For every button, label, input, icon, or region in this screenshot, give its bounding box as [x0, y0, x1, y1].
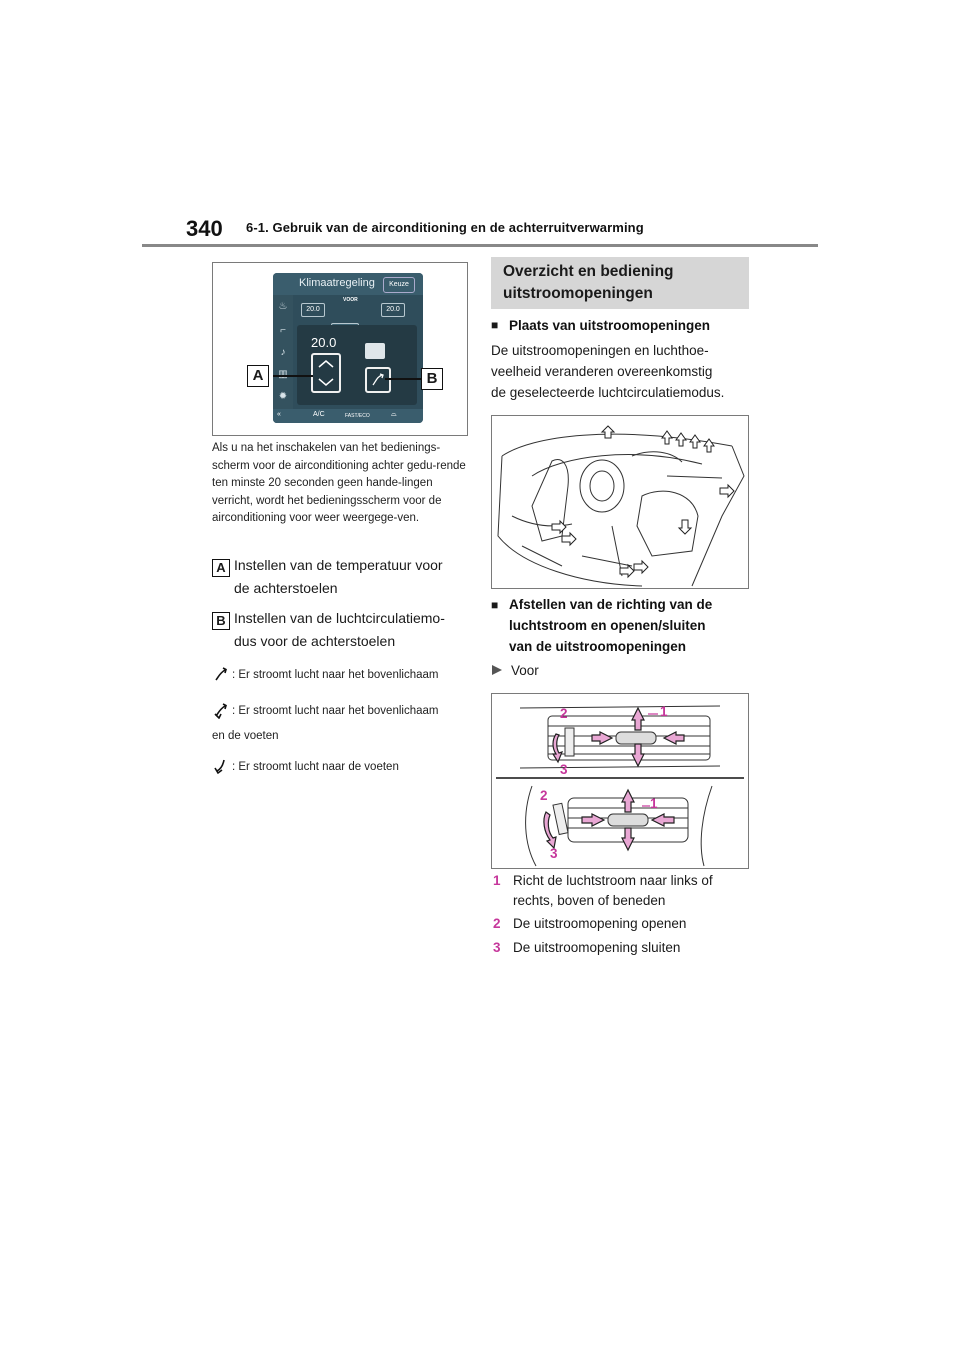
airflow-upper-body-feet-icon: [213, 701, 231, 719]
heading-line1: Overzicht en bediening: [503, 263, 674, 280]
body-line1: De uitstroomopeningen en luchthoe-: [491, 343, 709, 358]
mode-upper-body-feet-continuation: en de voeten: [212, 730, 279, 742]
airflow-feet-icon: [213, 757, 231, 775]
air-vent-icon: [492, 694, 748, 868]
callout-b: B: [421, 368, 443, 390]
square-bullet-icon: ■: [491, 318, 499, 332]
item-b-line1: Instellen van de luchtcirculatiemo-: [234, 610, 445, 626]
vent-label-2-top: 2: [560, 706, 568, 721]
leader-a: [273, 375, 313, 377]
front-left-temp[interactable]: 20.0: [301, 303, 325, 317]
climate-screen-figure: [212, 262, 468, 436]
item-b-badge: B: [212, 612, 230, 630]
sub-heading-direction-l1: Afstellen van de richting van de: [509, 597, 713, 612]
body-line3: de geselecteerde luchtcirculatiemodus.: [491, 385, 725, 400]
temperature-control[interactable]: [311, 353, 341, 393]
car-interior-icon: [492, 416, 748, 588]
voor-label: Voor: [511, 663, 539, 678]
header-rule: [142, 244, 818, 247]
rear-temperature-value: 20.0: [311, 335, 337, 350]
callout-a: A: [247, 365, 269, 387]
step-1-line1: Richt de luchtstroom naar links of: [513, 873, 713, 888]
climate-screen: [273, 273, 423, 423]
sub-heading-vent-locations: Plaats van uitstroomopeningen: [509, 318, 711, 333]
ac-button[interactable]: A/C: [313, 411, 325, 418]
mode-upper-body-text: : Er stroomt lucht naar het bovenlichaam: [232, 669, 439, 681]
defrost-icon[interactable]: ⌓: [391, 411, 397, 418]
keuze-button[interactable]: Keuze: [383, 277, 415, 293]
body-line2: veelheid veranderen overeenkomstig: [491, 364, 713, 379]
item-a-badge: A: [212, 559, 230, 577]
fast-eco-button[interactable]: FAST/ECO: [345, 413, 370, 419]
figure-caption: Als u na het inschakelen van het bedienings-scherm voor de airconditioning achter gedu-rende ten minste 20 seconden geen hande-lingen verricht, wordt het bedieningsscherm voor de airconditioning voor weer weergege-ven.: [212, 442, 466, 524]
step-1-line2: rechts, boven of beneden: [513, 893, 666, 908]
item-a-line2: de achterstoelen: [234, 580, 338, 596]
back-chevron-icon[interactable]: «: [277, 411, 281, 418]
fan-icon[interactable]: ✹: [278, 391, 288, 402]
mode-feet-text: : Er stroomt lucht naar de voeten: [232, 761, 399, 773]
vent-label-3-bottom: 3: [550, 846, 558, 861]
vent-adjust-illustration: [491, 693, 749, 869]
square-bullet-icon-2: ■: [491, 598, 499, 612]
vent-location-illustration: [491, 415, 749, 589]
screen-header: [273, 273, 423, 295]
temperature-arrows-icon: [313, 355, 339, 391]
screen-footer: [273, 409, 423, 423]
seat-mode-button[interactable]: [365, 343, 385, 359]
vent-label-1-bottom: 1: [650, 796, 658, 811]
leader-b: [385, 378, 421, 380]
screen-sidebar: [273, 295, 293, 423]
front-right-temp[interactable]: 20.0: [381, 303, 405, 317]
section-title: 6-1. Gebruik van de airconditioning en de achterruitverwarming: [246, 220, 644, 235]
voor-label: VOOR: [343, 297, 358, 303]
seat-heater-icon[interactable]: ⌐: [280, 325, 286, 336]
heading-line2: uitstroomopeningen: [503, 285, 653, 302]
triangle-bullet-icon: [491, 664, 503, 676]
airflow-mode-icon: [367, 369, 389, 391]
airflow-upper-body-icon: [213, 665, 231, 683]
item-b-line2: dus voor de achterstoelen: [234, 633, 396, 649]
sub-heading-direction-l2: luchtstroom en openen/sluiten: [509, 618, 706, 633]
mode-upper-body-feet-text: : Er stroomt lucht naar het bovenlichaam: [232, 705, 439, 717]
step-2-line1: De uitstroomopening openen: [513, 916, 687, 931]
step-number-3: 3: [493, 940, 501, 955]
step-number-1: 1: [493, 873, 501, 888]
airflow-mode-control[interactable]: [365, 367, 391, 393]
vent-label-3-top: 3: [560, 762, 568, 777]
section-heading: [491, 257, 749, 309]
seat-icon[interactable]: ♨: [278, 301, 288, 312]
section-heading-text: [503, 261, 674, 305]
music-note-icon[interactable]: ♪: [280, 347, 286, 358]
sub-heading-direction-l3: van de uitstroomopeningen: [509, 639, 687, 654]
vent-label-2-bottom: 2: [540, 788, 548, 803]
vent-label-1-top: 1: [660, 704, 668, 719]
screen-title: Klimaatregeling: [299, 277, 375, 289]
step-3-line1: De uitstroomopening sluiten: [513, 940, 681, 955]
item-a-line1: Instellen van de temperatuur voor: [234, 557, 443, 573]
step-number-2: 2: [493, 916, 501, 931]
page-number: 340: [186, 216, 223, 241]
